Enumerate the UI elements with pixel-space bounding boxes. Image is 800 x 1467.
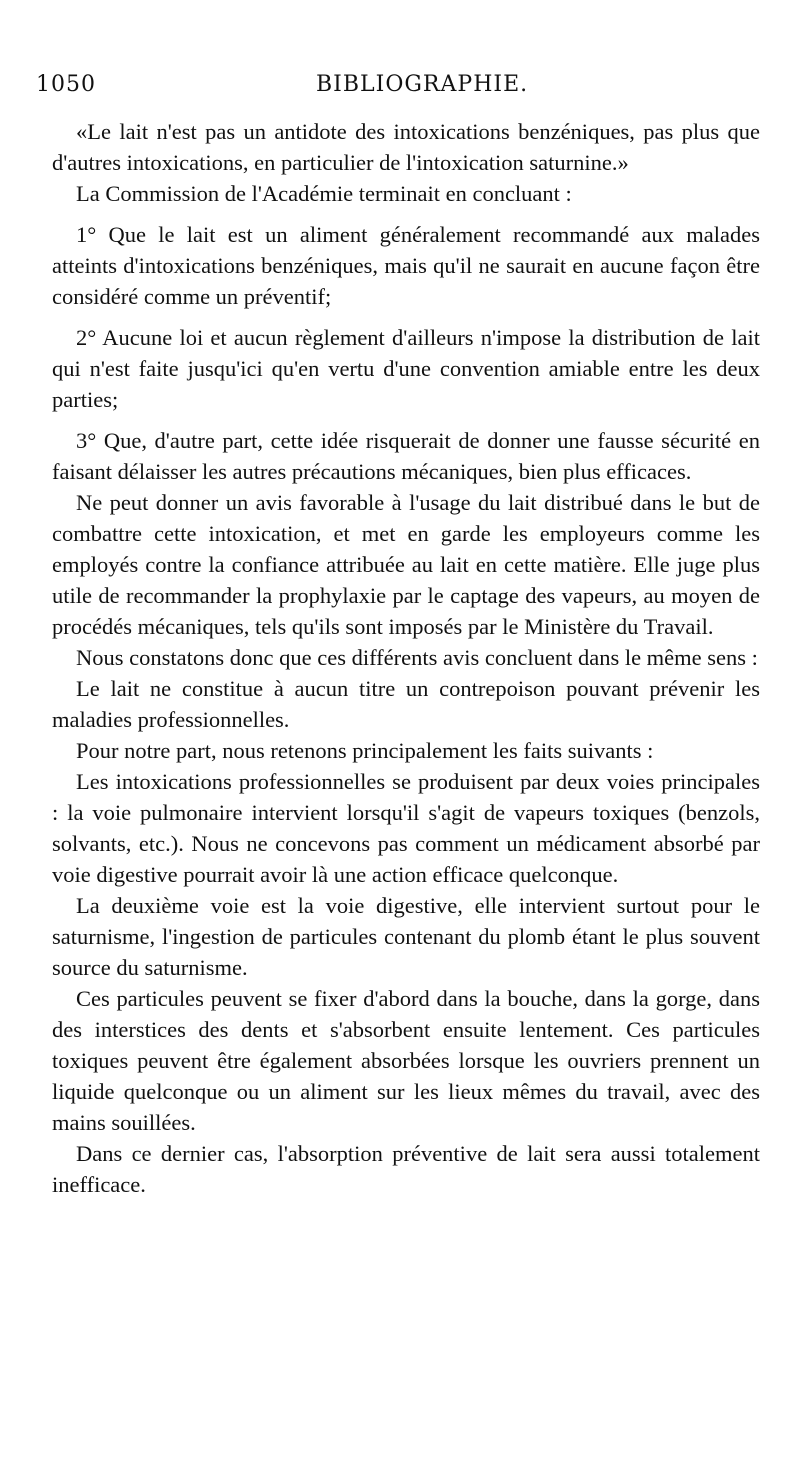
page-header [36, 72, 764, 102]
paragraph-avis: Ne peut donner un avis favorable à l'usage du lait distribué dans le but de combattre cette intoxication, et met en garde les employeurs comme les employés contre la confiance attribuée au lait en cette matière. Elle juge plus utile de recommander la prophylaxie par le captage des vapeurs, au moyen de procédés mécaniques, tels qu'ils sont imposés par le Ministère du Travail. [52, 490, 760, 639]
page-number: 1050 [36, 72, 96, 97]
paragraph-faits-intro: Pour notre part, nous retenons principalement les faits suivants : [76, 738, 654, 763]
paragraph-contrepoison: Le lait ne constitue à aucun titre un contrepoison pouvant prévenir les maladies professionnelles. [52, 676, 760, 732]
paragraph-point-2: 2° Aucune loi et aucun règlement d'ailleurs n'impose la distribution de lait qui n'est faite jusqu'ici qu'en vertu d'une convention amiable entre les deux parties; [52, 325, 760, 412]
paragraph-particules: Ces particules peuvent se fixer d'abord dans la bouche, dans la gorge, dans des interstices des dents et s'absorbent ensuite lentement. Ces particules toxiques peuvent être également absorbées lorsque les ouvriers prennent un liquide quelconque ou un aliment sur les lieux mêmes du travail, avec des mains souillées. [52, 986, 760, 1135]
running-head: BIBLIOGRAPHIE. [316, 72, 529, 97]
paragraph-point-1: 1° Que le lait est un aliment généralement recommandé aux malades atteints d'intoxications benzéniques, mais qu'il ne saurait en aucune façon être considéré comme un préventif; [52, 222, 760, 309]
paragraph-voies: Les intoxications professionnelles se produisent par deux voies principales : la voie pulmonaire intervient lorsqu'il s'agit de vapeurs toxiques (benzols, solvants, etc.). Nous ne concevons pas comment un médicament absorbé par voie digestive pourrait avoir là une action efficace quelconque. [52, 769, 760, 887]
paragraph-quote: «Le lait n'est pas un antidote des intoxications benzéniques, pas plus que d'autres intoxications, en particulier de l'intoxication saturnine.» [52, 119, 760, 175]
body-text [52, 116, 760, 1200]
paragraph-constat: Nous constatons donc que ces différents avis concluent dans le même sens : [76, 645, 758, 670]
paragraph-point-3: 3° Que, d'autre part, cette idée risquerait de donner une fausse sécurité en faisant délaisser les autres précautions mécaniques, bien plus efficaces. [52, 428, 760, 484]
paragraph-voie-digestive: La deuxième voie est la voie digestive, elle intervient surtout pour le saturnisme, l'ingestion de particules contenant du plomb étant le plus souvent source du saturnisme. [52, 893, 760, 980]
paragraph-conclusion: Dans ce dernier cas, l'absorption préventive de lait sera aussi totalement inefficace. [52, 1141, 760, 1197]
paragraph-commission-intro: La Commission de l'Académie terminait en concluant : [76, 181, 572, 206]
